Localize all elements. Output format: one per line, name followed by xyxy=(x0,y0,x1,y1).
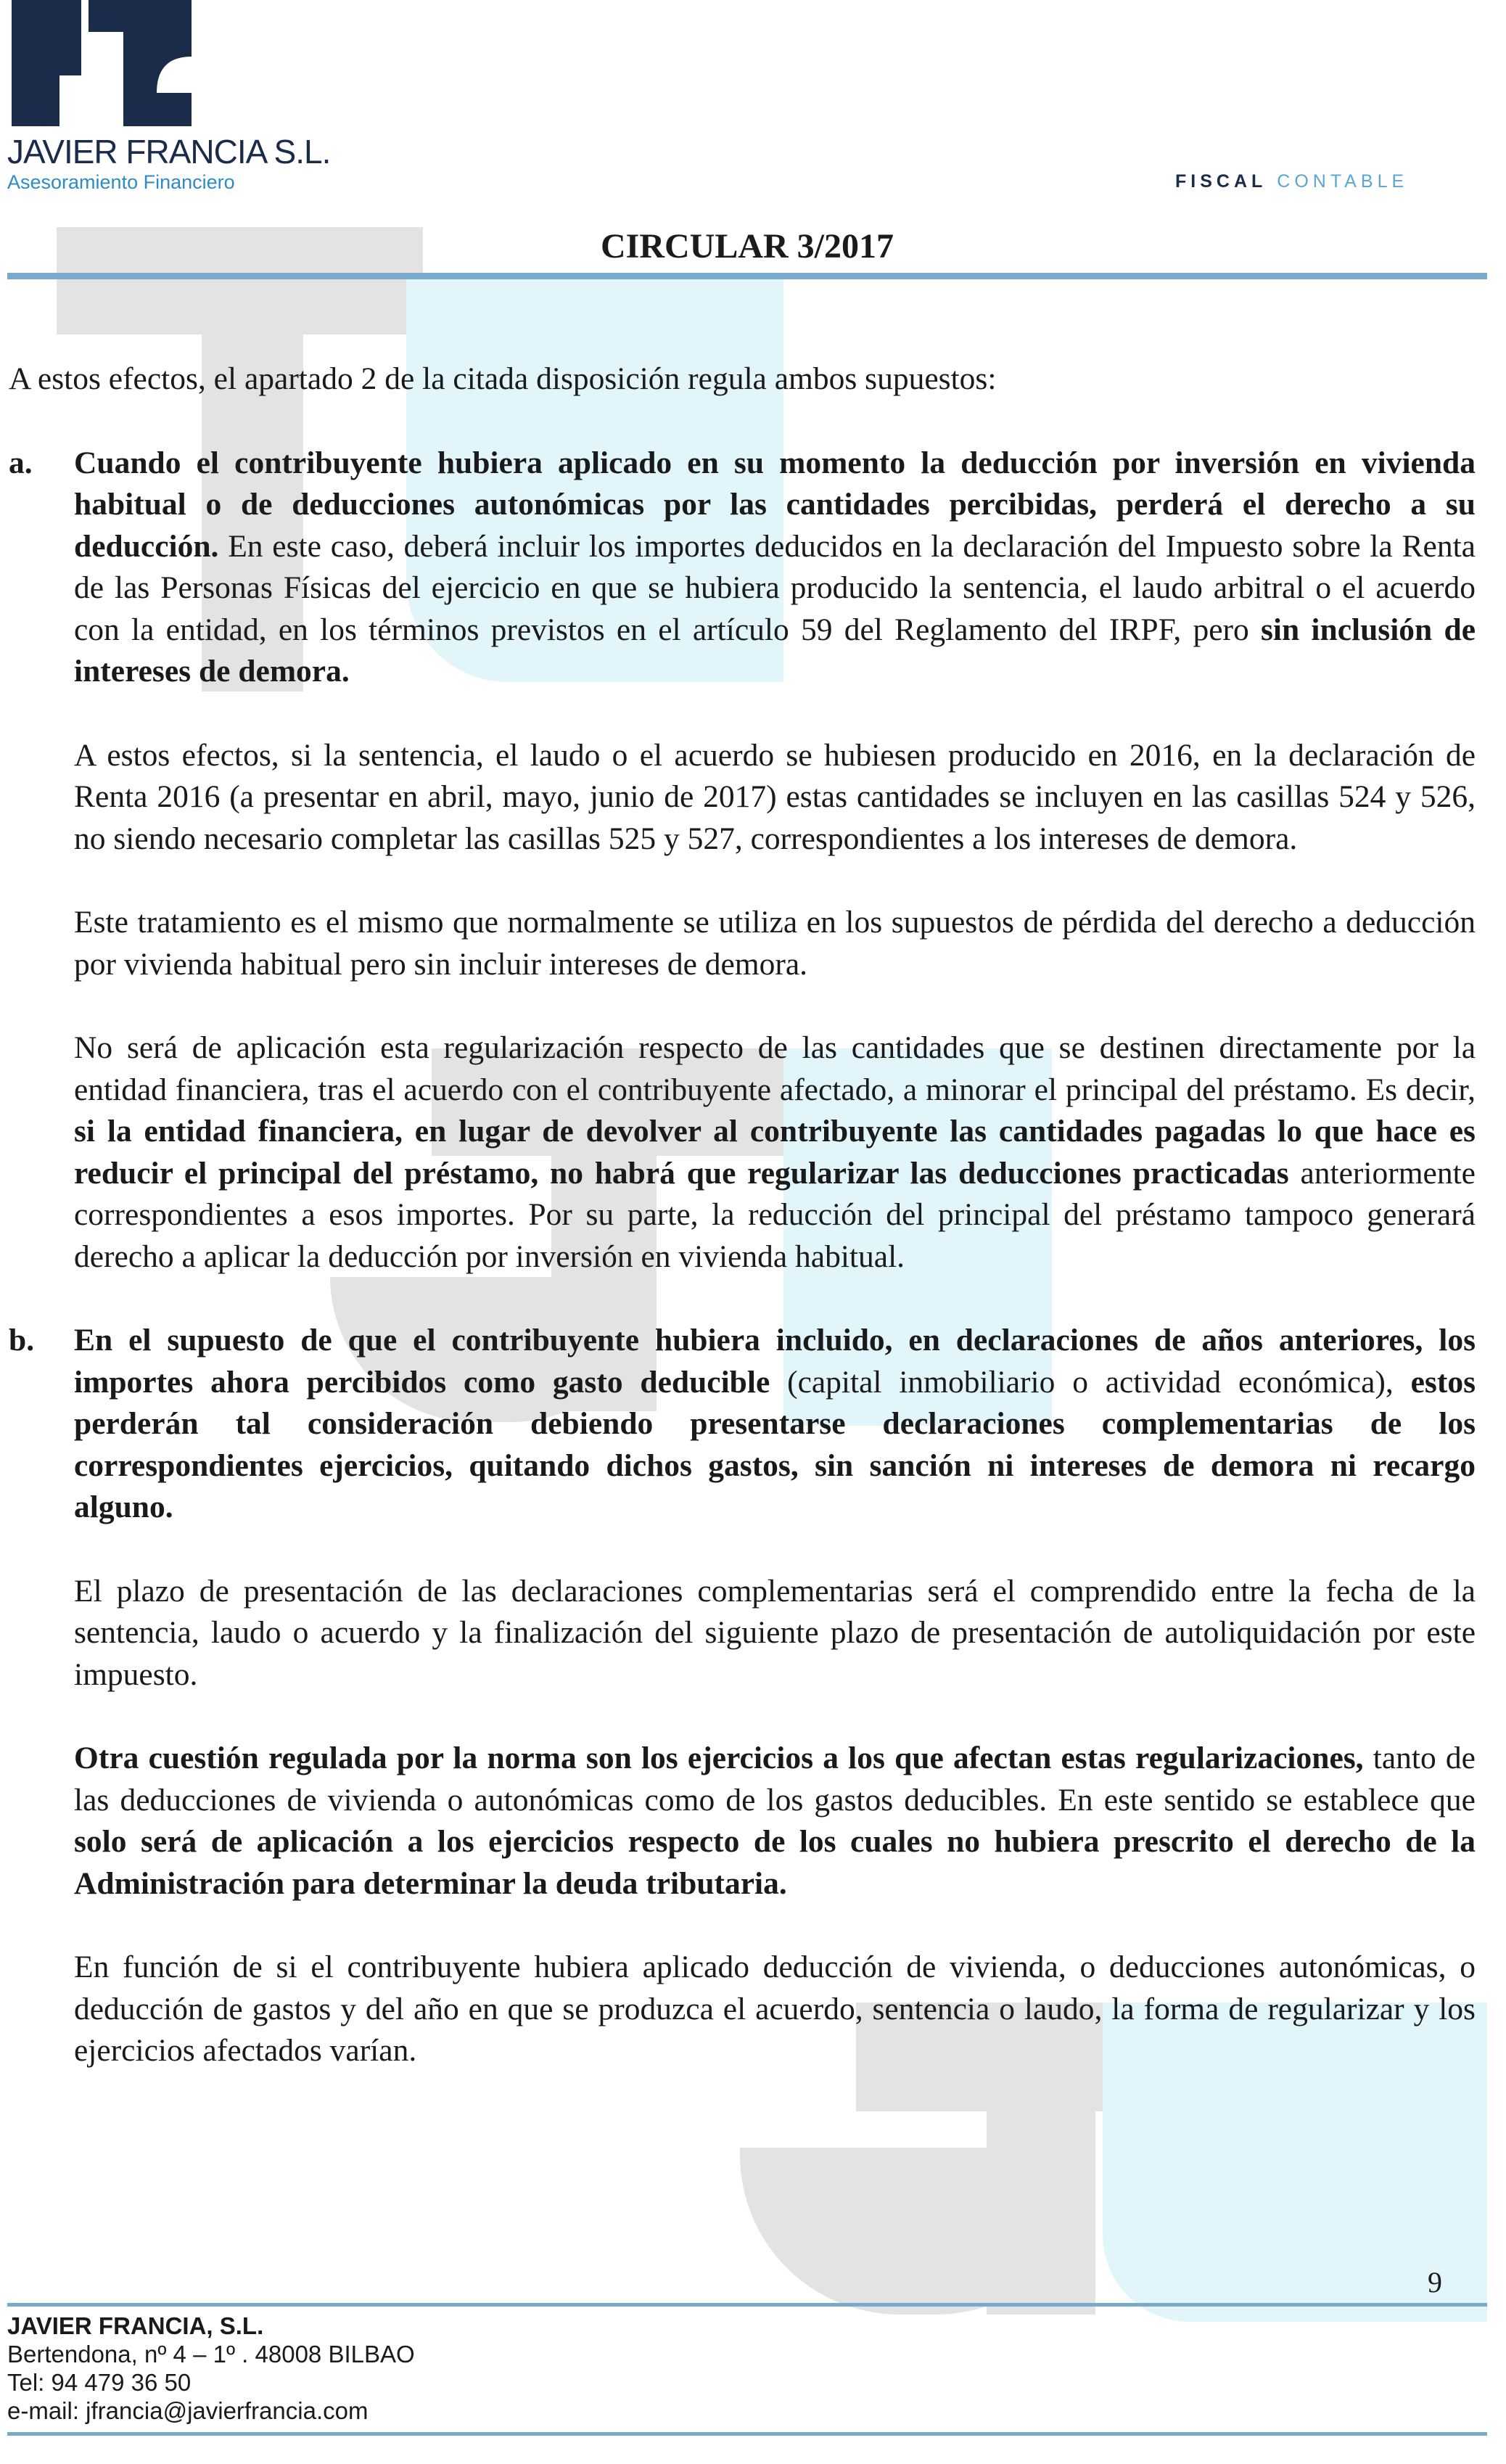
bold-text: estos perderán tal consideración debiendo presentarse declaraciones complementarias de los correspondientes ejercicios, quitando dichos gastos, sin sanción ni intereses de demora ni recargo alguno. xyxy=(74,1364,1476,1524)
item-b-paragraph-4: En función de si el contribuyente hubiera aplicado deducción de vivienda, o deducciones autonómicas, o deducción de gastos y del año en que se produzca el acuerdo, sentencia o laudo, la forma de regularizar y los ejercicios afectados varían. xyxy=(74,1950,1476,2068)
item-a-paragraph-4 xyxy=(74,1027,1476,1278)
intro-paragraph: A estos efectos, el apartado 2 de la citada disposición regula ambos supuestos: xyxy=(9,361,997,396)
list-item-b xyxy=(9,1320,1476,2114)
list-item-a-body xyxy=(74,443,1476,1321)
document-title: CIRCULAR 3/2017 xyxy=(600,227,894,266)
item-a-paragraph-3: Este tratamiento es el mismo que normalmente se utiliza en los supuestos de pérdida del derecho a deducción por vivienda habitual pero sin incluir intereses de demora. xyxy=(74,905,1476,982)
list-marker-a: a. xyxy=(9,445,33,480)
footer-divider-top xyxy=(7,2303,1487,2307)
header-divider xyxy=(7,273,1487,279)
item-a-paragraph-2: A estos efectos, si la sentencia, el laudo o el acuerdo se hubiesen producido en 2016, en la declaración de Renta 2016 (a presentar en abril, mayo, junio de 2017) estas cantidades se incluyen en las casillas 524 y 526, no siendo necesario completar las casillas 525 y 527, correspondientes a los intereses de demora. xyxy=(74,737,1476,856)
footer-company-name: JAVIER FRANCIA, S.L. xyxy=(7,2312,264,2339)
plain-text: No será de aplicación esta regularización respecto de las cantidades que se destinen directamente por la entidad financiera, tras el acuerdo con el contribuyente afectado, a minorar el principal del préstamo. Es decir, xyxy=(74,1030,1476,1107)
contable-label: CONTABLE xyxy=(1277,171,1409,192)
list-item-a xyxy=(9,443,1476,1321)
plain-text: tanto de las deducciones de vivienda o autonómicas como de los gastos deducibles. En este sentido se establece que xyxy=(74,1741,1476,1818)
list-marker-b: b. xyxy=(9,1323,35,1358)
page-number: 9 xyxy=(1428,2266,1442,2299)
bold-text: Otra cuestión regulada por la norma son los ejercicios a los que afectan estas regularizaciones, xyxy=(74,1741,1364,1775)
plain-text: En este caso, deberá incluir los importes deducidos en la declaración del Impuesto sobre la Renta de las Personas Físicas del ejercicio en que se hubiera producido la sentencia, el laudo arbitral o el acuerdo con la entidad, en los términos previstos en el artículo 59 del Reglamento del IRPF, pero xyxy=(74,528,1476,647)
service-labels xyxy=(1175,171,1408,192)
footer-contact xyxy=(7,2312,415,2425)
company-name: JAVIER FRANCIA S.L. xyxy=(7,133,331,171)
footer-address: Bertendona, nº 4 – 1º . 48008 BILBAO xyxy=(7,2341,415,2368)
item-b-paragraph-2: El plazo de presentación de las declaraciones complementarias será el comprendido entre la fecha de la sentencia, laudo o acuerdo y la finalización del siguiente plazo de presentación de autoliquidación por este impuesto. xyxy=(74,1573,1476,1692)
item-b-paragraph-1 xyxy=(74,1320,1476,1529)
footer-divider-bottom xyxy=(7,2432,1487,2436)
bold-text: En el supuesto de que el contribuyente hubiera incluido, en declaraciones de años anteriores, los importes ahora percibidos como gasto deducible xyxy=(74,1323,1476,1400)
company-tagline: Asesoramiento Financiero xyxy=(7,171,235,193)
plain-text: (capital inmobiliario o actividad económica), xyxy=(770,1364,1411,1400)
item-a-paragraph-1 xyxy=(74,443,1476,693)
fiscal-label: FISCAL xyxy=(1175,171,1267,192)
list-item-b-body xyxy=(74,1320,1476,2114)
footer-phone: Tel: 94 479 36 50 xyxy=(7,2369,192,2396)
document-body xyxy=(9,358,1476,2114)
bold-text: solo será de aplicación a los ejercicios respecto de los cuales no hubiera prescrito el derecho de la Administración para determinar la deuda tributaria. xyxy=(74,1824,1476,1901)
bold-text: si la entidad financiera, en lugar de devolver al contribuyente las cantidades pagadas lo que hace es reducir el principal del préstamo, no habrá que regularizar las deducciones practicadas xyxy=(74,1114,1476,1191)
footer-email: e-mail: jfrancia@javierfrancia.com xyxy=(7,2397,369,2424)
bold-text: Cuando el contribuyente hubiera aplicado en su momento la deducción por inversión en vivienda habitual o de deducciones autonómicas por las cantidades percibidas, perderá el derecho a su deducción. xyxy=(74,445,1476,564)
plain-text: anteriormente correspondientes a esos importes. Por su parte, la reducción del principal del préstamo tampoco generará derecho a aplicar la deducción por inversión en vivienda habitual. xyxy=(74,1155,1476,1274)
item-b-paragraph-3 xyxy=(74,1738,1476,1905)
bold-text: sin inclusión de intereses de demora. xyxy=(74,612,1476,689)
